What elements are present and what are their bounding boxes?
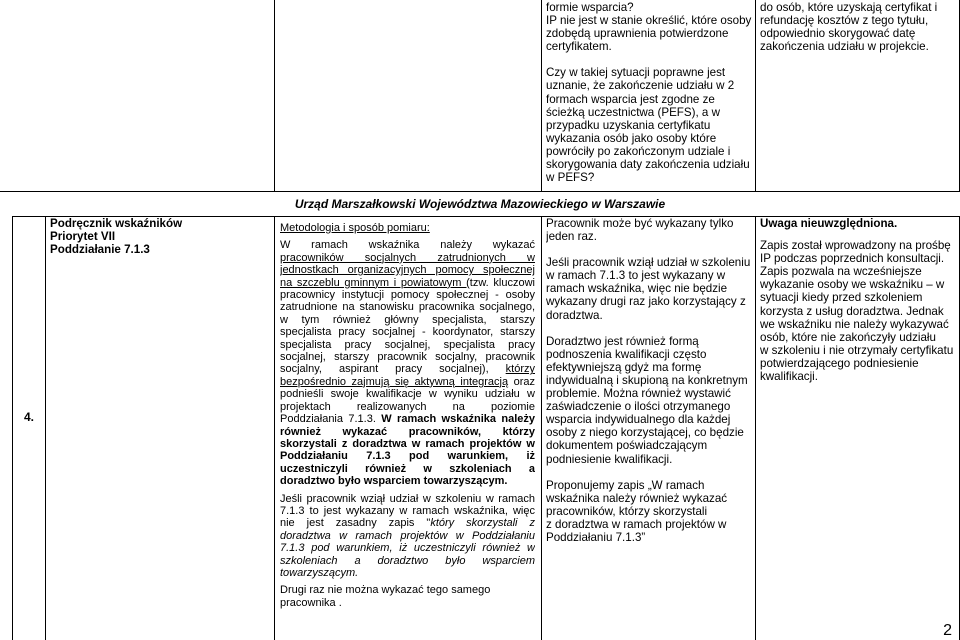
methodology-cell	[280, 222, 535, 609]
text-run: tzw. kluczowi	[469, 276, 535, 289]
text-line: wsparcia indywidualnego dla każdej	[546, 413, 731, 427]
text-line: formach wsparcia jest zgodne ze	[546, 92, 715, 106]
text-line: odpowiednio skorygować datę	[760, 27, 916, 41]
text-line: jeden raz.	[546, 230, 597, 244]
text-line: IP podczas poprzednich konsultacji.	[760, 252, 945, 266]
text-line: podnoszenia kwalifikacji często	[546, 347, 707, 361]
text-line: kwalifikacji.	[760, 370, 818, 384]
text-line: pracowników, którzy skorzystali	[546, 504, 708, 518]
text-line: ścieżką uczestnictwa (PEFS), a w	[546, 105, 720, 119]
text-line: zatrudnione na stanowisku pracownika socjalnego,	[280, 301, 535, 314]
text-line: Jeśli pracownik wziął udział w szkoleniu w ramach	[280, 492, 535, 505]
text-line: formie wsparcia?	[546, 1, 634, 14]
text-line: specjalista pracy socjalnej - koordynator, starszy	[280, 326, 535, 339]
table-border	[45, 216, 46, 640]
text-line: szkoleniach a doradztwo było wsparciem	[280, 554, 535, 567]
text-line: uczestniczyli również w szkoleniach a	[280, 462, 535, 475]
question-cell	[546, 217, 753, 544]
text-line: indywidualną i skupioną na konkretnym	[546, 373, 748, 387]
text-line: zakończenia udziału w projekcie.	[760, 40, 929, 54]
text-line: Poddziałaniu 7.1.3”	[546, 530, 646, 544]
source-line: Poddziałanie 7.1.3	[50, 243, 150, 257]
table-border	[541, 216, 542, 640]
text-line: efektywniejszą gdyż ma formę	[546, 360, 702, 374]
text-line: skorygowania daty zakończenia udziału	[546, 158, 750, 172]
answer-cell	[760, 217, 958, 383]
text-line: w ramach 7.1.3 to jest wykazany w	[546, 269, 726, 283]
text-line: specjalista pracy socjalnej, specjalista pracy	[280, 338, 535, 351]
text-run: oraz	[508, 375, 535, 388]
text-line: refundację kosztów z tego tytułu,	[760, 14, 929, 28]
text-run: nie jest zasadny zapis "	[280, 517, 431, 530]
text-line: w PEFS?	[546, 171, 595, 185]
text-line: również wykazać pracowników, którzy	[280, 425, 535, 438]
question-cell-continued	[546, 1, 752, 184]
table-border	[274, 0, 275, 191]
text-line: pracowników socjalnych zatrudnionych w	[280, 251, 535, 264]
text-line: potwierdzającego podniesienie	[760, 356, 919, 370]
text-line: jednostkach organizacyjnych pomocy społecznej	[280, 264, 535, 277]
text-line	[280, 413, 535, 425]
text-line: Doradztwo jest również formą	[546, 334, 699, 348]
text-line: wykazania osób jako osoby które	[546, 131, 717, 145]
methodology-heading: Metodologia i sposób pomiaru:	[280, 222, 430, 234]
text-line	[280, 277, 535, 289]
text-line: pracownicy instytucji pomocy społecznej - osoby	[280, 289, 535, 302]
text-line: Proponujemy zapis „W ramach	[546, 478, 705, 492]
text-line: w tym również główny specjalista, starszy	[280, 313, 535, 326]
text-line: ramach wskaźnika, więc nie będzie	[546, 282, 728, 296]
text-line: podnieśli swoje kwalifikacje w wyniku udziału w	[280, 388, 535, 401]
text-line: problemie. Można również wystawić	[546, 387, 731, 401]
text-run: który skorzystali z	[430, 517, 535, 530]
text-line	[280, 376, 535, 388]
text-line: uznanie, że zakończenie udziału w 2	[546, 79, 735, 93]
answer-cell-continued	[760, 1, 958, 53]
table-border	[755, 216, 756, 640]
text-line: korzysta z usług doradztwa. Jednak	[760, 304, 944, 318]
text-line: skorzystali z doradztwa w ramach projektów w	[280, 437, 535, 450]
text-line: W ramach wskaźnika należy wykazać	[280, 239, 535, 252]
answer-heading: Uwaga nieuwzględniona.	[760, 217, 898, 230]
text-line: wskaźnika należy również wykazać	[546, 491, 728, 505]
table-border	[274, 216, 275, 640]
row-number: 4.	[23, 410, 34, 424]
text-line: wykazanie osoby we wskaźniku – w	[760, 278, 945, 292]
text-line: towarzyszącym.	[280, 566, 359, 579]
text-line: IP nie jest w stanie określić, które osoby	[546, 14, 752, 28]
text-line: we wskaźniku nie należy wykazywać	[760, 317, 949, 331]
source-cell	[50, 217, 272, 256]
text-line: 7.1.3 to jest wykazany w ramach wskaźnika, więc	[280, 504, 535, 517]
text-line: socjalnej, starszy pracownik socjalny, pracownik	[280, 351, 535, 364]
text-run: Poddziałania 7.1.3.	[280, 413, 382, 426]
text-line: doradztwo było wsparciem towarzyszącym.	[280, 475, 508, 488]
table-border	[12, 216, 13, 640]
source-line: Priorytet VII	[50, 230, 116, 244]
table-border	[541, 0, 542, 191]
page-number: 2	[943, 622, 952, 639]
text-line: Zapis został wprowadzony na prośbę	[760, 239, 951, 253]
text-line: dokumentem poświadczającym	[546, 439, 708, 453]
text-line: powróciły po zakończonym udziale i	[546, 144, 731, 158]
text-line: Czy w takiej sytuacji poprawne jest	[546, 66, 726, 80]
table-border	[755, 0, 756, 191]
text-line: wykazany drugi raz jako korzystający z	[546, 295, 746, 309]
text-line: podniesienie kwalifikacji.	[546, 452, 673, 466]
text-line	[280, 517, 535, 529]
table-border	[0, 191, 960, 192]
text-line: doradztwa w ramach projektów w Poddziałaniu	[280, 529, 535, 542]
text-line: z doradztwa w ramach projektów w	[546, 517, 727, 531]
text-run: socjalny, aspirant pracy socjalnej),	[280, 363, 506, 376]
text-line: certyfikatem.	[546, 40, 612, 54]
text-line: zdobędą uprawnienia potwierdzone	[546, 27, 729, 41]
text-run: W ramach wskaźnika należy	[381, 413, 535, 426]
text-line: osoby z niego korzystającej, co będzie	[546, 426, 744, 440]
text-line: 7.1.3 pod warunkiem, iż uczestniczyli również w	[280, 542, 535, 555]
text-run: którzy	[505, 363, 535, 376]
text-line: zaświadczenie o ilości otrzymanego	[546, 400, 731, 414]
section-header: Urząd Marszałkowski Województwa Mazowieckiego w Warszawie	[294, 197, 666, 211]
text-line: osób, które nie zakończyły udziału	[760, 330, 936, 344]
text-line: pracownika .	[280, 596, 342, 609]
source-line: Podręcznik wskaźników	[50, 217, 183, 230]
text-line: Pracownik może być wykazany tylko	[546, 217, 734, 230]
text-line: Drugi raz nie można wykazać tego samego	[280, 584, 491, 597]
text-line: projektach realizowanych na poziomie	[280, 400, 535, 413]
text-line: Poddziałaniu 7.1.3 pod warunkiem, iż	[280, 450, 535, 463]
text-run: bezpośrednio zajmują się aktywną integracją	[280, 375, 509, 388]
text-line: do osób, które uzyskają certyfikat i	[760, 1, 938, 14]
text-line	[280, 363, 535, 375]
text-line: doradztwa.	[546, 308, 603, 322]
text-line: w szkoleniu i nie otrzymały certyfikatu	[760, 343, 954, 357]
text-line: Zapis pozwala na wcześniejsze	[760, 265, 922, 279]
text-line: sytuacji kiedy przed szkoleniem	[760, 291, 923, 305]
text-run: na szczeblu gminnym i powiatowym (	[280, 276, 470, 289]
text-line: przypadku uzyskania certyfikatu	[546, 118, 711, 132]
text-line: Jeśli pracownik wziął udział w szkoleniu	[546, 256, 751, 270]
